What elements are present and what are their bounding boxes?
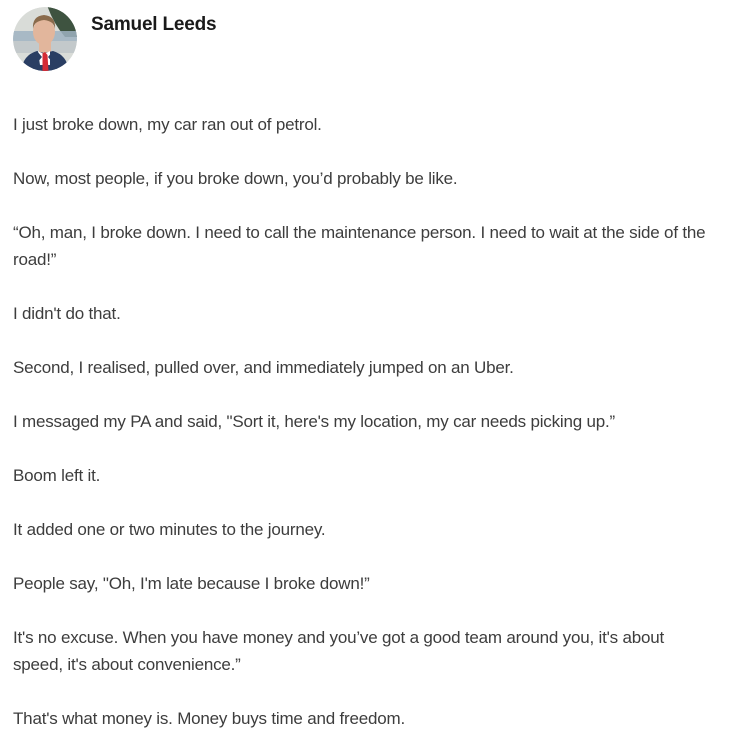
post-body xyxy=(13,111,713,732)
post-paragraph: I just broke down, my car ran out of petrol. xyxy=(13,115,322,134)
author-name[interactable]: Samuel Leeds xyxy=(91,14,217,35)
post-paragraph: I didn't do that. xyxy=(13,304,121,323)
post-paragraph: That's what money is. Money buys time and freedom. xyxy=(13,709,405,728)
post-paragraph: I messaged my PA and said, "Sort it, here's my location, my car needs picking up.” xyxy=(13,412,616,431)
avatar[interactable] xyxy=(13,7,77,71)
post-paragraph: It added one or two minutes to the journey. xyxy=(13,520,326,539)
post-paragraph: Second, I realised, pulled over, and immediately jumped on an Uber. xyxy=(13,358,514,377)
post-paragraph: Boom left it. xyxy=(13,466,101,485)
post-header xyxy=(13,7,713,71)
avatar-photo-icon xyxy=(13,7,77,71)
post-paragraph: It's no excuse. When you have money and you’ve got a good team around you, it's about speed, it's about convenience.” xyxy=(13,628,665,674)
post-paragraph: People say, "Oh, I'm late because I broke down!” xyxy=(13,574,370,593)
post-paragraph: “Oh, man, I broke down. I need to call the maintenance person. I need to wait at the side of the road!” xyxy=(13,223,706,269)
post-paragraph: Now, most people, if you broke down, you’d probably be like. xyxy=(13,169,458,188)
